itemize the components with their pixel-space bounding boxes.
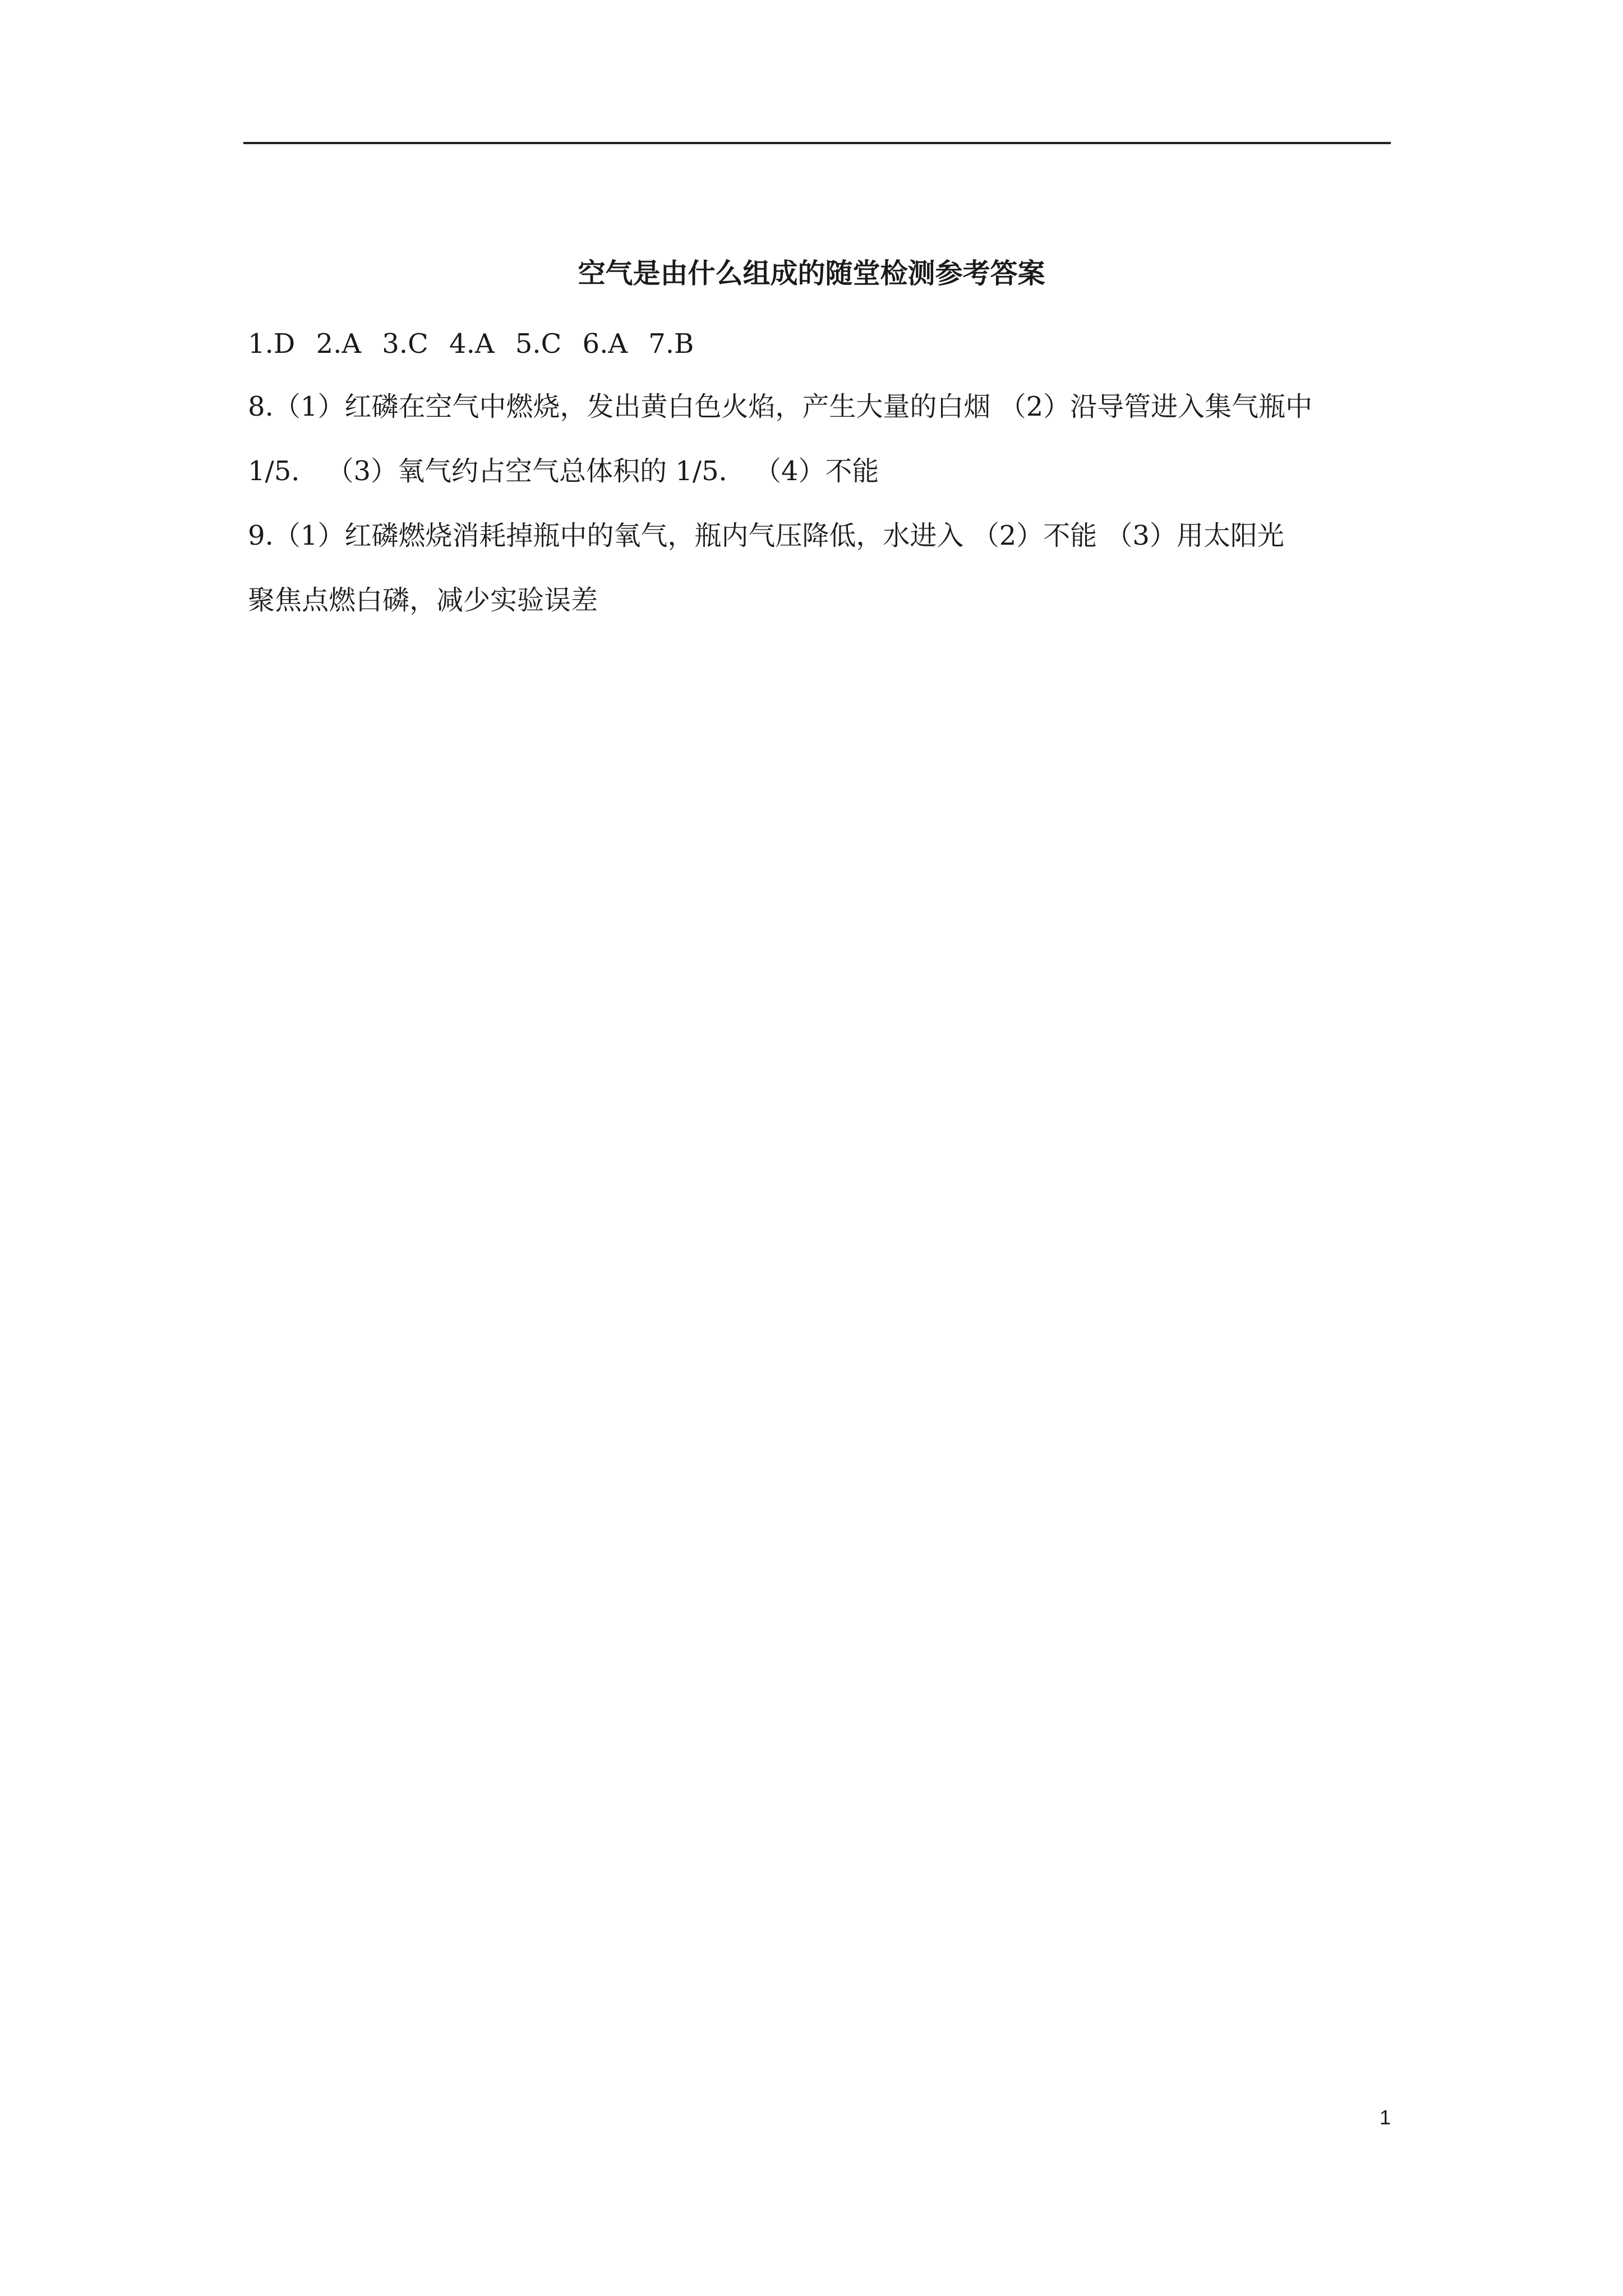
q9-answer-line-2: 聚焦点燃白磷，减少实验误差 xyxy=(248,585,598,616)
document-title: 空气是由什么组成的随堂检测参考答案 xyxy=(578,257,1045,289)
q8-answer-line-1: 8.（1）红磷在空气中燃烧，发出黄白色火焰，产生大量的白烟 （2）沿导管进入集气瓶中 xyxy=(248,391,1313,422)
page-number: 1 xyxy=(1379,2106,1391,2129)
mcq-answers: 1.D 2.A 3.C 4.A 5.C 6.A 7.B xyxy=(248,328,694,360)
q9-answer-line-1: 9.（1）红磷燃烧消耗掉瓶中的氧气，瓶内气压降低，水进入 （2）不能 （3）用太阳光 xyxy=(248,520,1284,551)
header-rule xyxy=(243,142,1391,144)
q8-answer-line-2: 1/5． （3）氧气约占空气总体积的 1/5． （4）不能 xyxy=(248,455,879,487)
